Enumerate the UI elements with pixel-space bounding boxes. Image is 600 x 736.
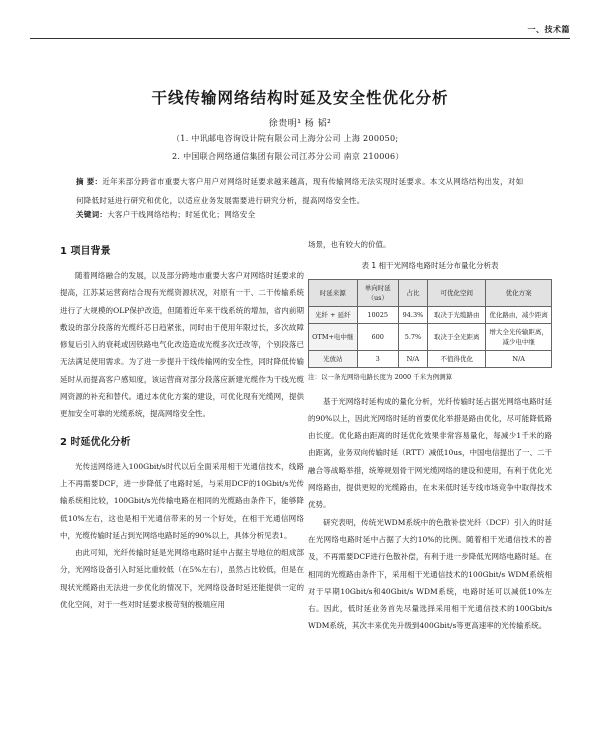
- right-paragraph-3: 研究表明，传统光WDM系统中的色散补偿光纤（DCF）引入的时延在光网络电路时延中占据了大约10%的比例。随着相干光通信技术的普及，不再需要DCF进行色散补偿，有利于进一步降低光网络电路时延。在相同的光缆路由条件下，采用相干光通信技术的100Gbit/s WDM系统相对于早期10Gbit/s和40Gbit/s WDM系统，电路时延可以减低10%左右。因此，低时延业务首先尽量选择采用相干光通信技术的100Gbit/s WDM系统，其次丰来优先升级到400Gbit/s等更高速率的光传输系统。: [308, 517, 552, 631]
- table-header-cell: 可优化空间: [428, 279, 486, 306]
- section-2-paragraph-1: 光传送网络进入100Gbit/s时代以后全面采用相干光通信技术，线路上不再需要DCF，进一步降低了电路时延，与采用DCF的10Gbit/s光传输系统相比较，100Gbit/s光传输电路在相同的光缆路由条件下，能够降低10%左右，这也是相干光通信带来的另一个好处，在相干光通信网络中，光缆传输时延占到光网络电路时延的90%以上，具体分析见表1。: [60, 461, 304, 540]
- table-header-cell: 时延来源: [309, 279, 358, 306]
- table-row: [309, 323, 552, 350]
- right-column: [308, 236, 552, 635]
- left-column: [60, 236, 304, 613]
- table-header-cell: 单向时延（us）: [357, 279, 398, 306]
- section-2-paragraph-2: 由此可知，光纤传输时延是光网络电路时延中占据主导地位的组成部分，光网络设备引入时延比重较低（在5%左右），虽然占比较低，但是在现状光缆路由无法进一步优化的情况下，光网络设备时延还能提供一定的优化空间，对于一些对时延要求极苛刻的极端应用: [60, 548, 304, 610]
- right-paragraph-2: 基于光网络时延构成的量化分析，光纤传输时延占据光网络电路时延的90%以上，因此光网络时延的首要优化举措是路由优化，尽可能降低路由长度。优化路由距离的时延优化效果非常容易量化，每减少1千米的路由距离，业务双向传输时延（RTT）减低10us，中国电信提出了一、二干融合等战略举措，统筹规划骨干网光缆网络的建设和使用，有利于优化光网络路由，提供更短的光缆路由，在未来低时延专线市场竞争中取得技术优势。: [308, 396, 552, 510]
- abstract: [76, 172, 524, 210]
- keywords: [76, 209, 524, 220]
- table-cell: 10025: [357, 306, 398, 323]
- table-cell: 光放站: [309, 350, 358, 367]
- table-cell: 取决于光缆路由: [428, 306, 486, 323]
- table-cell: 94.3%: [398, 306, 427, 323]
- abstract-label: 摘 要：: [76, 177, 103, 186]
- table-cell: 5.7%: [398, 323, 427, 350]
- table-row: [309, 306, 552, 323]
- affiliation-2: 2. 中国联合网络通信集团有限公司江苏分公司 南京 210006）: [172, 152, 404, 161]
- keywords-label: 关键词：: [76, 210, 108, 219]
- table-cell: 不值得优化: [428, 350, 486, 367]
- section-2-heading: 2 时延优化分析: [60, 436, 131, 448]
- paper-title: 干线传输网络结构时延及安全性优化分析: [151, 89, 449, 107]
- table-cell: 600: [357, 323, 398, 350]
- table-cell: N/A: [486, 350, 552, 367]
- table-cell: N/A: [398, 350, 427, 367]
- table-caption: 表 1 相干光网络电路时延分布量化分析表: [361, 261, 499, 271]
- keywords-text: 大客户干线网络结构；时延优化；网络安全: [107, 210, 256, 219]
- table-cell: 3: [357, 350, 398, 367]
- table-cell: 增大全光传输距离，减少电中继: [486, 323, 552, 350]
- table-cell: 光纤 + 延纤: [309, 306, 358, 323]
- section-1-heading: 1 项目背景: [60, 246, 111, 257]
- table-row: [309, 350, 552, 367]
- section-1-paragraph: 随着网络融合的发展，以及部分跨地市重要大客户对网络时延要求的提高，江苏某运营商结合现有光缆资源状况，对原有一干、二干传输系统进行了大规模的OLP保护改造，但随着近年来干线系统的增加，省内前期敷设的部分段落的光缆纤芯日趋紧张，同时由于使用年限过长，多次故障修复后引入的衰耗或因铁路电气化改造造成光缆多次迁改等，个别段落已无法满足使用需求。为了进一步提升干线传输网的安全性，同时降低传输延时从而提高客户感知度，该运营商对部分段落应新建光缆作为干线光缆网资源的补充和替代。通过本优化方案的建设，可优化现有光缆网，提供更加安全可靠的光缆系统，提高网络安全性。: [60, 271, 304, 419]
- paper-authors: 徐贵明¹ 杨 韬²: [268, 119, 332, 129]
- table-header-cell: 优化方案: [486, 279, 552, 306]
- delay-table: [308, 279, 552, 368]
- table-header-cell: 占比: [398, 279, 427, 306]
- table-header-row: [309, 279, 552, 306]
- table-note: 注：以一条光网络电路长度为 2000 千米为例测算: [308, 372, 453, 381]
- table-cell: 优化路由，减少距离: [486, 306, 552, 323]
- affiliation-1: （1. 中讯邮电咨询设计院有限公司上海分公司 上海 200050;: [172, 134, 399, 143]
- abstract-text: 近年来部分跨省市重要大客户用户对网络时延要求越来越高，现有传输网络无法实现时延要求。本文从网络结构出发，对如何降低时延进行研究和优化，以适应业务发展需要进行研究分析，提高网络安全性。: [76, 177, 524, 205]
- table-cell: 取决于全光距离: [428, 323, 486, 350]
- header-tag: 一、技术篇: [527, 25, 570, 34]
- right-top-paragraph: 场景，也有较大的价值。: [308, 240, 391, 249]
- table-cell: OTM+电中继: [309, 323, 358, 350]
- running-header: [30, 24, 570, 39]
